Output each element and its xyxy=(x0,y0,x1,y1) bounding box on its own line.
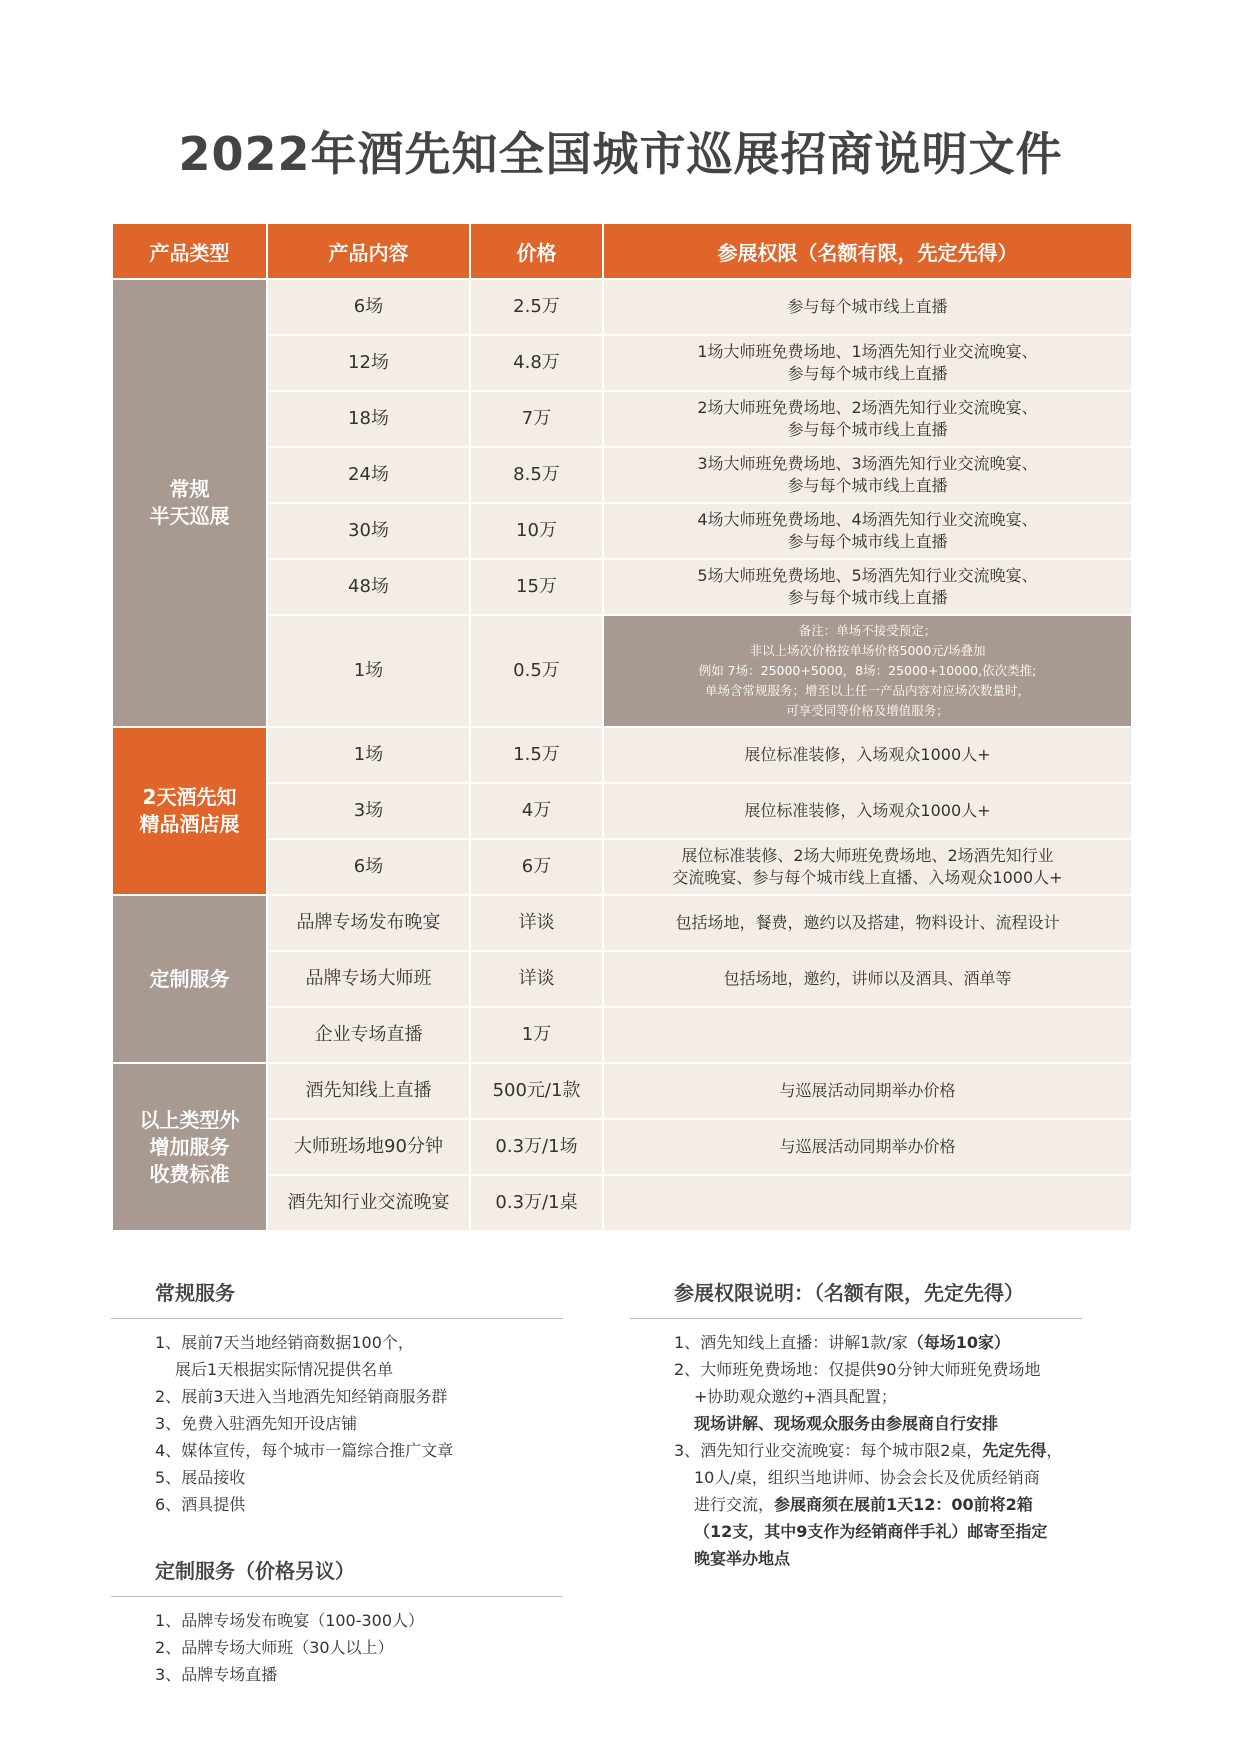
item-text: 展品接收 xyxy=(181,1468,246,1487)
list-item xyxy=(155,1329,563,1383)
permission-line: 4场大师班免费场地、4场酒先知行业交流晚宴、 xyxy=(697,510,1038,529)
custom-service-list xyxy=(111,1607,563,1688)
row-permission xyxy=(603,447,1132,503)
row-content: 品牌专场大师班 xyxy=(267,951,470,1007)
note-cell xyxy=(603,615,1132,727)
row-price: 详谈 xyxy=(470,951,603,1007)
item-text-bold: 现场讲解、现场观众服务由参展商自行安排 xyxy=(694,1414,999,1433)
list-item xyxy=(155,1607,563,1634)
item-number: 3、 xyxy=(674,1441,701,1460)
item-text: ， xyxy=(1046,1441,1063,1460)
list-item xyxy=(155,1661,563,1688)
item-number: 2、 xyxy=(155,1387,182,1406)
permission-line: 2场大师班免费场地、2场酒先知行业交流晚宴、 xyxy=(697,398,1038,417)
row-price: 4万 xyxy=(470,783,603,839)
item-text: 免费入驻酒先知开设店铺 xyxy=(181,1414,358,1433)
category-hotel-expo: 2天酒先知 精品酒店展 xyxy=(112,727,267,895)
row-price: 1万 xyxy=(470,1007,603,1063)
row-price: 详谈 xyxy=(470,895,603,951)
row-price: 10万 xyxy=(470,503,603,559)
regular-service-title: 常规服务 xyxy=(155,1281,235,1305)
table-row xyxy=(112,279,1132,335)
row-content: 1场 xyxy=(267,727,470,783)
row-price: 15万 xyxy=(470,559,603,615)
divider xyxy=(111,1596,563,1597)
row-permission: 参与每个城市线上直播 xyxy=(603,279,1132,335)
row-permission: 与巡展活动同期举办价格 xyxy=(603,1063,1132,1119)
category-custom-service: 定制服务 xyxy=(112,895,267,1063)
item-text: 酒先知行业交流晚宴：每个城市限2桌， xyxy=(700,1441,983,1460)
item-text: 酒具提供 xyxy=(181,1495,246,1514)
list-item xyxy=(155,1410,563,1437)
item-text-bold: 参展商须在展前1天12：00前将2箱 xyxy=(774,1495,1033,1514)
item-text: 大师班免费场地：仅提供90分钟大师班免费场地 xyxy=(700,1360,1041,1379)
list-item xyxy=(674,1329,1082,1356)
item-text: 展前3天进入当地酒先知经销商服务群 xyxy=(181,1387,448,1406)
table-row xyxy=(112,727,1132,783)
note-line: 单场含常规服务；增至以上任一产品内容对应场次数量时， xyxy=(704,683,1030,698)
row-content: 30场 xyxy=(267,503,470,559)
row-price: 6万 xyxy=(470,839,603,895)
row-price: 500元/1款 xyxy=(470,1063,603,1119)
rights-list xyxy=(630,1329,1082,1572)
row-content: 3场 xyxy=(267,783,470,839)
divider xyxy=(630,1318,1082,1319)
pricing-table xyxy=(111,222,1133,1232)
row-price: 0.3万/1场 xyxy=(470,1119,603,1175)
note-line: 可享受同等价格及增值服务； xyxy=(786,703,949,718)
row-content: 1场 xyxy=(267,615,470,727)
item-number: 2、 xyxy=(674,1360,701,1379)
row-content: 企业专场直播 xyxy=(267,1007,470,1063)
list-item xyxy=(155,1634,563,1661)
table-row xyxy=(112,895,1132,951)
category-extra-service: 以上类型外 增加服务 收费标准 xyxy=(112,1063,267,1231)
table-header-row xyxy=(112,223,1132,279)
item-number: 6、 xyxy=(155,1495,182,1514)
permission-line: 参与每个城市线上直播 xyxy=(787,420,948,439)
item-text: 展前7天当地经销商数据100个， xyxy=(181,1333,414,1352)
custom-service-section xyxy=(111,1554,563,1688)
item-number: 5、 xyxy=(155,1468,182,1487)
item-text: 品牌专场发布晚宴（100-300人） xyxy=(181,1611,425,1630)
note-line: 非以上场次价格按单场价格5000元/场叠加 xyxy=(749,643,986,658)
row-permission xyxy=(603,1175,1132,1231)
item-text-bold: 晚宴举办地点 xyxy=(694,1549,791,1568)
row-content: 12场 xyxy=(267,335,470,391)
row-price: 4.8万 xyxy=(470,335,603,391)
divider xyxy=(111,1318,563,1319)
item-text-continued xyxy=(674,1491,1082,1518)
row-permission xyxy=(603,559,1132,615)
item-text-bold: 先定先得 xyxy=(982,1441,1047,1460)
row-price: 0.5万 xyxy=(470,615,603,727)
row-permission xyxy=(603,391,1132,447)
page-title: 2022年酒先知全国城市巡展招商说明文件 xyxy=(178,127,1063,181)
row-price: 0.3万/1桌 xyxy=(470,1175,603,1231)
header-price: 价格 xyxy=(470,223,603,279)
list-item xyxy=(155,1383,563,1410)
header-permissions: 参展权限（名额有限，先定先得） xyxy=(603,223,1132,279)
row-content: 大师班场地90分钟 xyxy=(267,1119,470,1175)
item-number: 4、 xyxy=(155,1441,182,1460)
item-number: 3、 xyxy=(155,1665,182,1684)
item-text: 酒先知线上直播：讲解1款/家 xyxy=(700,1333,908,1352)
permission-line: 3场大师班免费场地、3场酒先知行业交流晚宴、 xyxy=(697,454,1038,473)
row-permission xyxy=(603,839,1132,895)
list-item xyxy=(155,1437,563,1464)
row-content: 酒先知行业交流晚宴 xyxy=(267,1175,470,1231)
row-permission: 展位标准装修，入场观众1000人+ xyxy=(603,727,1132,783)
item-text-bold: （12支，其中9支作为经销商伴手礼）邮寄至指定 xyxy=(694,1522,1048,1541)
note-line: 备注：单场不接受预定； xyxy=(798,623,937,638)
item-number: 2、 xyxy=(155,1638,182,1657)
row-price: 1.5万 xyxy=(470,727,603,783)
list-item xyxy=(674,1437,1082,1572)
permission-line: 参与每个城市线上直播 xyxy=(787,364,948,383)
category-regular-tour: 常规 半天巡展 xyxy=(112,279,267,727)
permission-line: 5场大师班免费场地、5场酒先知行业交流晚宴、 xyxy=(697,566,1038,585)
regular-service-list xyxy=(111,1329,563,1518)
row-permission xyxy=(603,335,1132,391)
row-permission: 展位标准装修，入场观众1000人+ xyxy=(603,783,1132,839)
item-text: 进行交流， xyxy=(694,1495,775,1514)
row-permission: 包括场地，邀约，讲师以及酒具、酒单等 xyxy=(603,951,1132,1007)
row-price: 2.5万 xyxy=(470,279,603,335)
row-price: 8.5万 xyxy=(470,447,603,503)
item-text-bold: （每场10家） xyxy=(907,1333,1011,1352)
note-line: 例如 7场：25000+5000，8场：25000+10000,依次类推; xyxy=(698,663,1037,678)
table-row xyxy=(112,1063,1132,1119)
row-content: 24场 xyxy=(267,447,470,503)
row-content: 18场 xyxy=(267,391,470,447)
rights-section xyxy=(630,1276,1082,1572)
permission-line: 参与每个城市线上直播 xyxy=(787,476,948,495)
regular-service-section xyxy=(111,1276,563,1518)
row-permission: 包括场地，餐费，邀约以及搭建，物料设计、流程设计 xyxy=(603,895,1132,951)
item-number: 3、 xyxy=(155,1414,182,1433)
item-text-continued: +协助观众邀约+酒具配置； xyxy=(694,1387,897,1406)
row-permission xyxy=(603,1007,1132,1063)
header-product-content: 产品内容 xyxy=(267,223,470,279)
list-item xyxy=(155,1464,563,1491)
item-number: 1、 xyxy=(155,1611,182,1630)
permission-line: 1场大师班免费场地、1场酒先知行业交流晚宴、 xyxy=(697,342,1038,361)
row-content: 6场 xyxy=(267,279,470,335)
row-content: 6场 xyxy=(267,839,470,895)
row-content: 酒先知线上直播 xyxy=(267,1063,470,1119)
permission-line: 交流晚宴、参与每个城市线上直播、入场观众1000人+ xyxy=(672,868,1063,887)
custom-service-title: 定制服务（价格另议） xyxy=(155,1559,355,1583)
item-number: 1、 xyxy=(674,1333,701,1352)
row-permission: 与巡展活动同期举办价格 xyxy=(603,1119,1132,1175)
header-product-type: 产品类型 xyxy=(112,223,267,279)
row-content: 品牌专场发布晚宴 xyxy=(267,895,470,951)
rights-title: 参展权限说明：（名额有限，先定先得） xyxy=(674,1281,1024,1305)
list-item xyxy=(674,1356,1082,1437)
permission-line: 参与每个城市线上直播 xyxy=(787,532,948,551)
permission-line: 参与每个城市线上直播 xyxy=(787,588,948,607)
row-content: 48场 xyxy=(267,559,470,615)
row-permission xyxy=(603,503,1132,559)
item-text: 品牌专场直播 xyxy=(181,1665,278,1684)
row-price: 7万 xyxy=(470,391,603,447)
list-item xyxy=(155,1491,563,1518)
item-text: 媒体宣传，每个城市一篇综合推广文章 xyxy=(181,1441,454,1460)
item-text-continued: 展后1天根据实际情况提供名单 xyxy=(175,1360,394,1379)
permission-line: 展位标准装修、2场大师班免费场地、2场酒先知行业 xyxy=(681,846,1054,865)
item-number: 1、 xyxy=(155,1333,182,1352)
item-text-continued: 10人/桌，组织当地讲师、协会会长及优质经销商 xyxy=(694,1468,1040,1487)
item-text: 品牌专场大师班（30人以上） xyxy=(181,1638,394,1657)
